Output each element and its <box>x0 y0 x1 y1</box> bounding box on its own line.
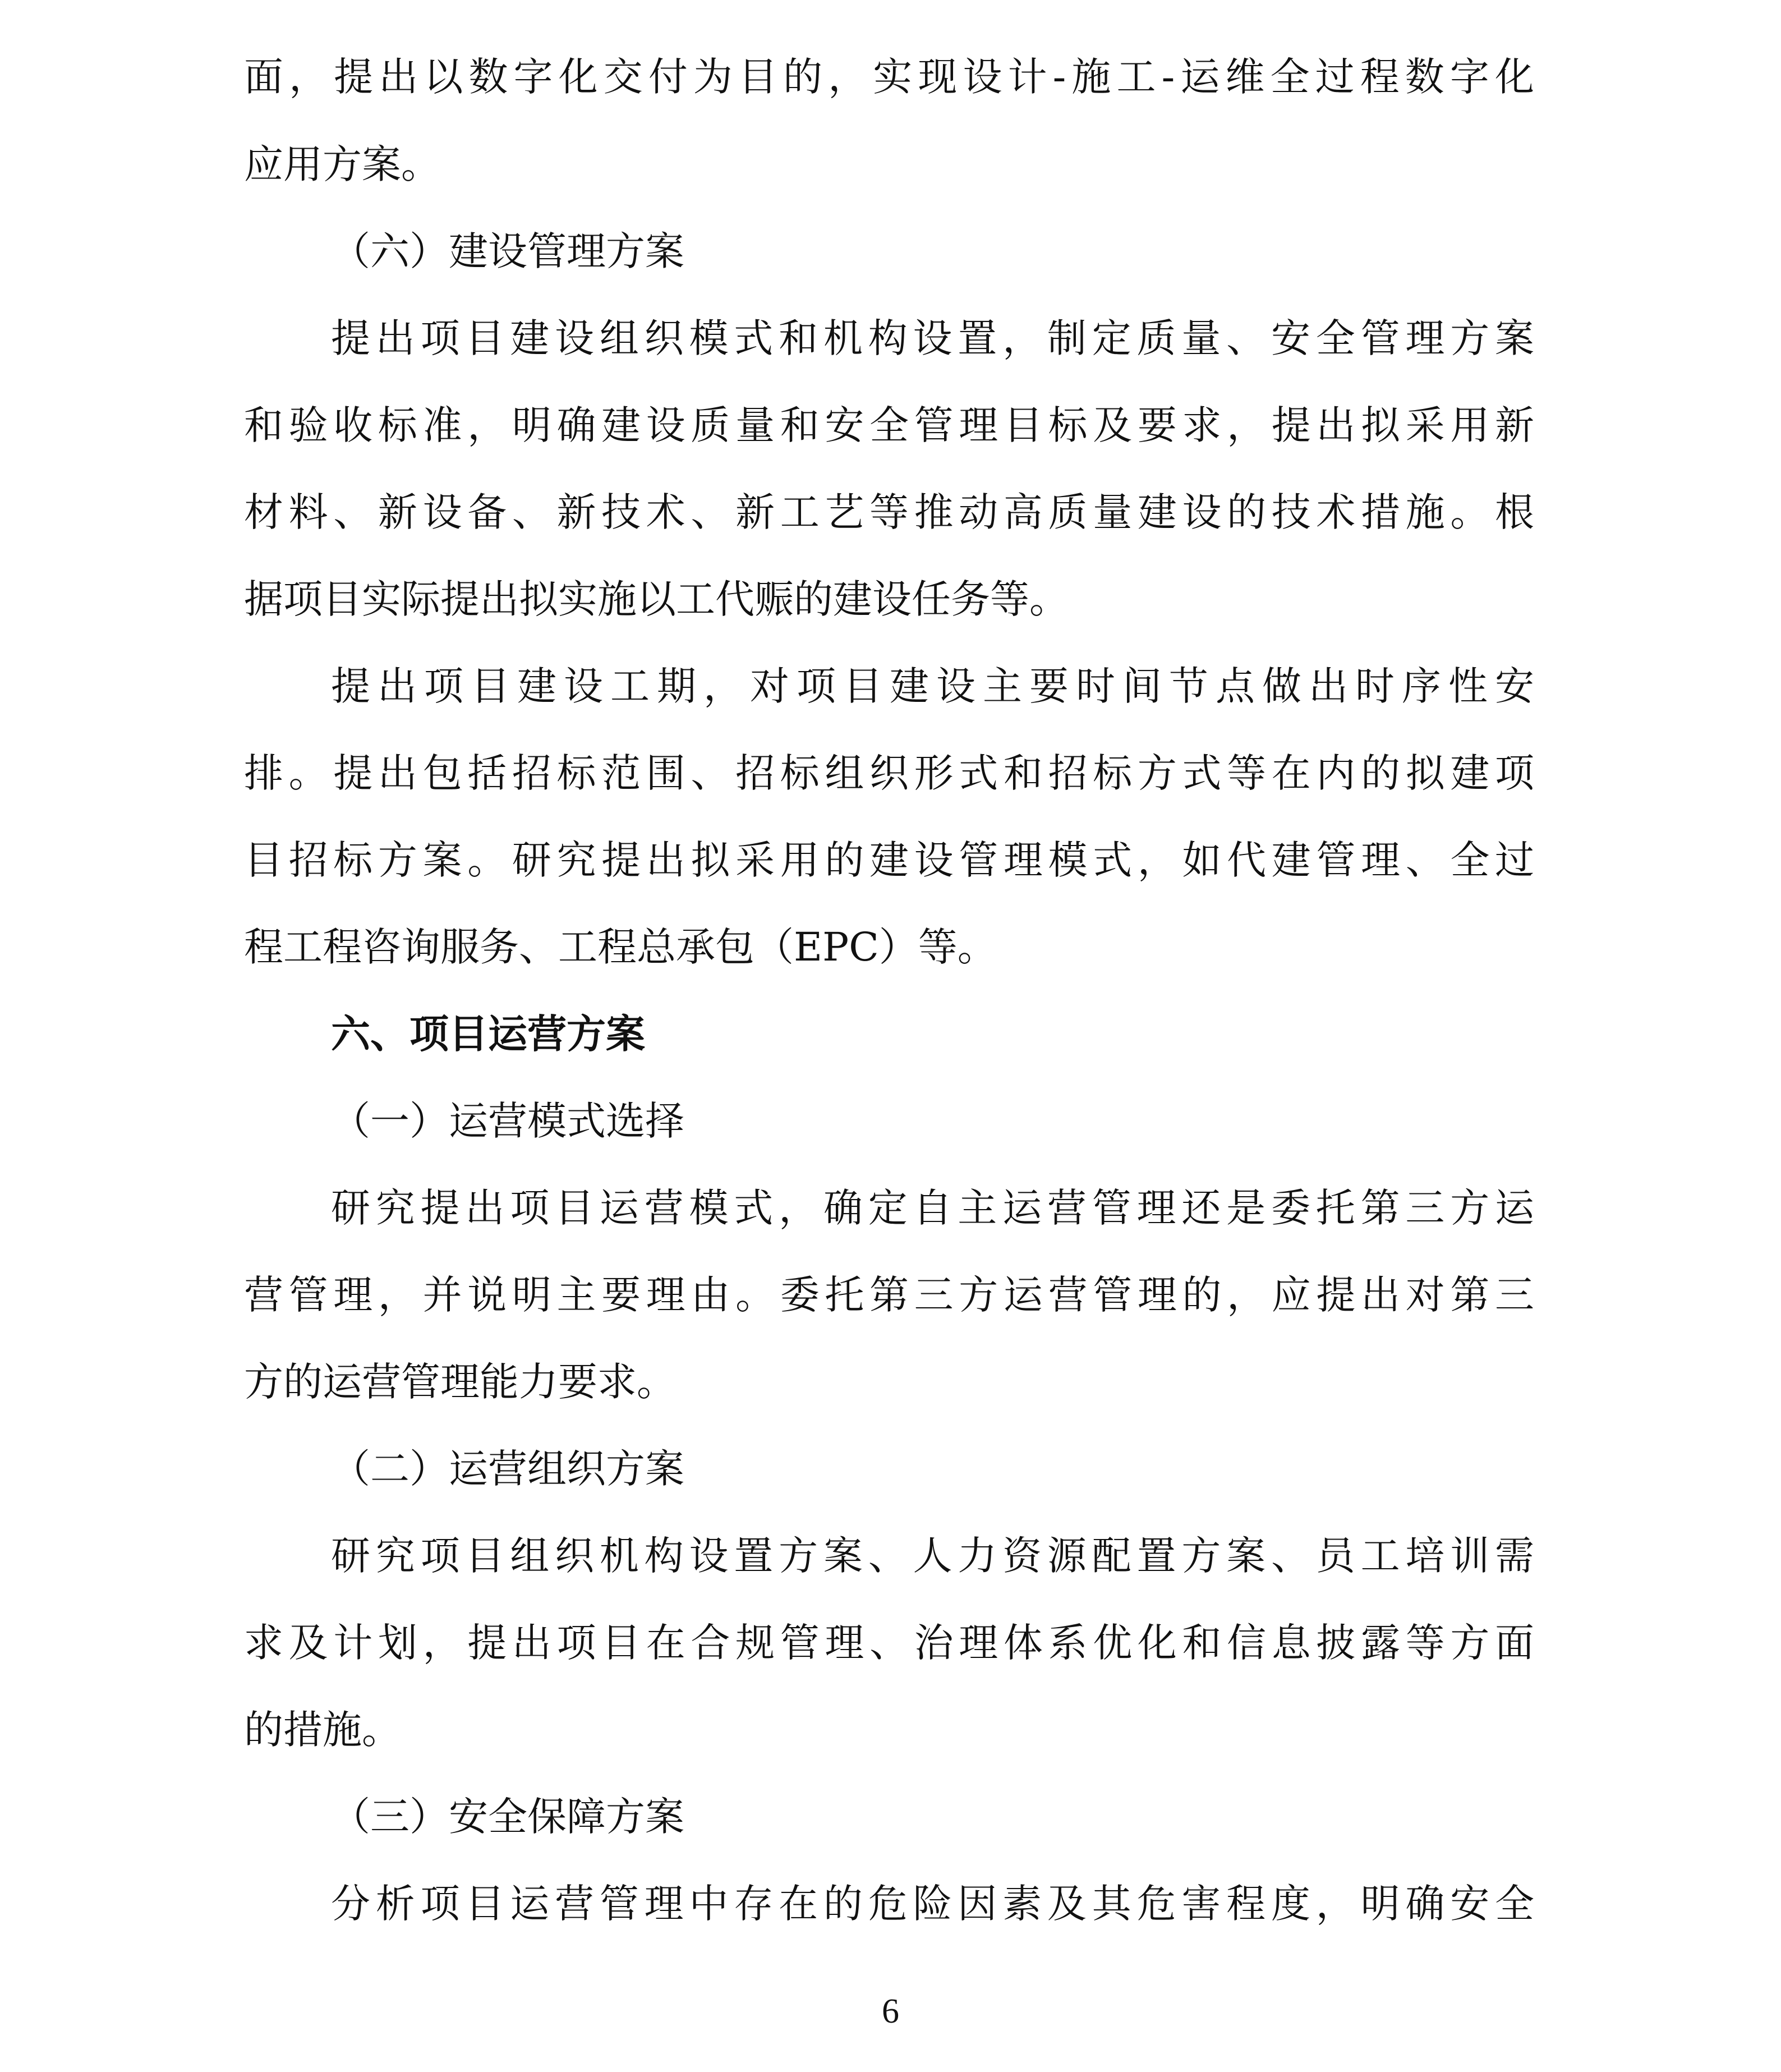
subsection-heading: （六）建设管理方案 <box>331 228 684 274</box>
subsection-heading: （二）运营组织方案 <box>331 1446 684 1492</box>
paragraph-line: 营管理，并说明主要理由。委托第三方运营管理的，应提出对第三 <box>244 1272 1534 1318</box>
body-text-line: 应用方案。 <box>244 141 440 187</box>
paragraph-line: 和验收标准，明确建设质量和安全管理目标及要求，提出拟采用新 <box>244 402 1534 448</box>
subsection-heading: （三）安全保障方案 <box>331 1794 684 1840</box>
paragraph-line: 分析项目运营管理中存在的危险因素及其危害程度，明确安全 <box>331 1881 1534 1927</box>
page-number: 6 <box>882 1992 899 2030</box>
paragraph-line: 方的运营管理能力要求。 <box>244 1359 676 1405</box>
paragraph-line: 据项目实际提出拟实施以工代赈的建设任务等。 <box>244 576 1069 622</box>
paragraph-line: 程工程咨询服务、工程总承包（EPC）等。 <box>244 924 997 970</box>
paragraph-line: 目招标方案。研究提出拟采用的建设管理模式，如代建管理、全过 <box>244 837 1534 883</box>
paragraph-line: 研究项目组织机构设置方案、人力资源配置方案、员工培训需 <box>331 1533 1534 1579</box>
paragraph-line: 材料、新设备、新技术、新工艺等推动高质量建设的技术措施。根 <box>244 489 1534 535</box>
section-heading: 六、项目运营方案 <box>331 1010 645 1057</box>
subsection-heading: （一）运营模式选择 <box>331 1098 684 1144</box>
paragraph-line: 提出项目建设组织模式和机构设置，制定质量、安全管理方案 <box>331 315 1534 361</box>
paragraph-line: 排。提出包括招标范围、招标组织形式和招标方式等在内的拟建项 <box>244 750 1534 796</box>
paragraph-line: 研究提出项目运营模式，确定自主运营管理还是委托第三方运 <box>331 1185 1534 1231</box>
paragraph-line: 提出项目建设工期，对项目建设主要时间节点做出时序性安 <box>331 663 1534 709</box>
paragraph-line: 的措施。 <box>244 1707 401 1753</box>
body-text-line: 面，提出以数字化交付为目的，实现设计-施工-运维全过程数字化 <box>244 54 1534 100</box>
paragraph-line: 求及计划，提出项目在合规管理、治理体系优化和信息披露等方面 <box>244 1620 1534 1666</box>
